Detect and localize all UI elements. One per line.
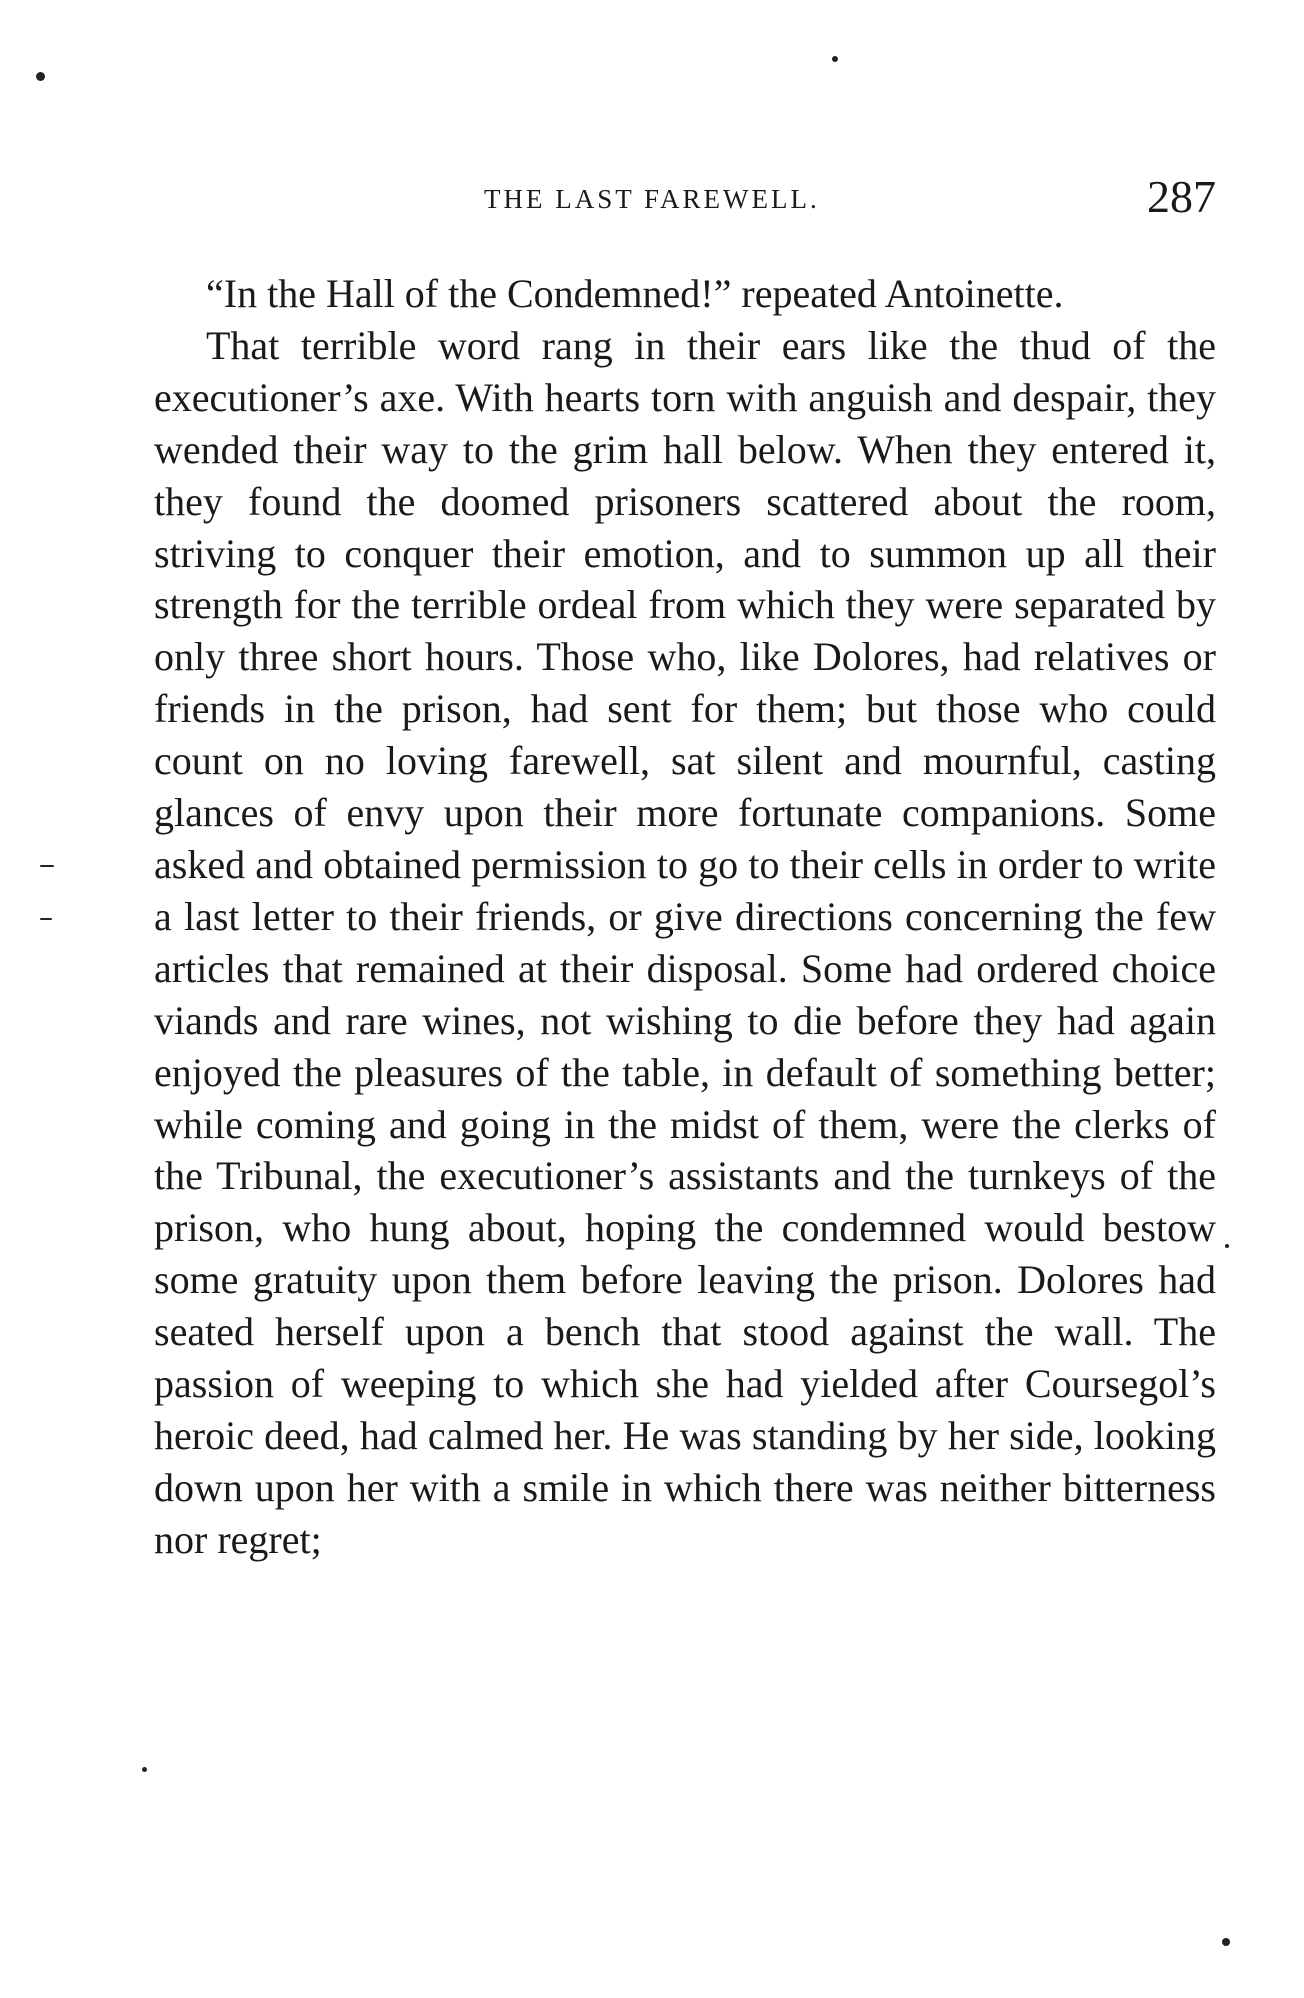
scan-speck [142,1767,147,1772]
paragraph: “In the Hall of the Condemned!” repeated Antoinette. [206,271,1064,316]
running-head [154,170,1216,230]
scan-speck [832,56,838,62]
scan-speck [1222,1938,1230,1946]
body-text [154,268,1216,1566]
scan-speck [36,72,45,81]
scan-speck [1225,1244,1229,1248]
page-number: 287 [1147,171,1216,222]
scan-speck [40,918,52,920]
scan-speck [40,865,54,867]
running-title: THE LAST FAREWELL. [484,184,820,214]
paragraph: That terrible word rang in their ears like the thud of the executioner’s axe. With hearts torn with anguish and despair, they wended their way to the grim hall below. When they entered it, they found the doomed prisoners scattered about the room, striving to conquer their emotion, and to summon up all their strength for the terrible ordeal from which they were separated by only three short hours. Those who, like Dolores, had relatives or friends in the prison, had sent for them; but those who could count on no loving farewell, sat silent and mournful, casting glances of envy upon their more fortunate companions. Some asked and obtained permission to go to their cells in order to write a last letter to their friends, or give directions concerning the few articles that remained at their disposal. Some had ordered choice viands and rare wines, not wishing to die before they had again enjoyed the pleasures of the table, in default of something better; while coming and going in the midst of them, were the clerks of the Tribunal, the executioner’s assistants and the turnkeys of the prison, who hung about, hoping the condemned would bestow some gratuity upon them before leaving the prison. Dolores had seated herself upon a bench that stood against the wall. The passion of weeping to which she had yielded after Coursegol’s heroic deed, had calmed her. He was standing by her side, looking down upon her with a smile in which there was neither bitterness nor regret; [154,322,1216,1562]
